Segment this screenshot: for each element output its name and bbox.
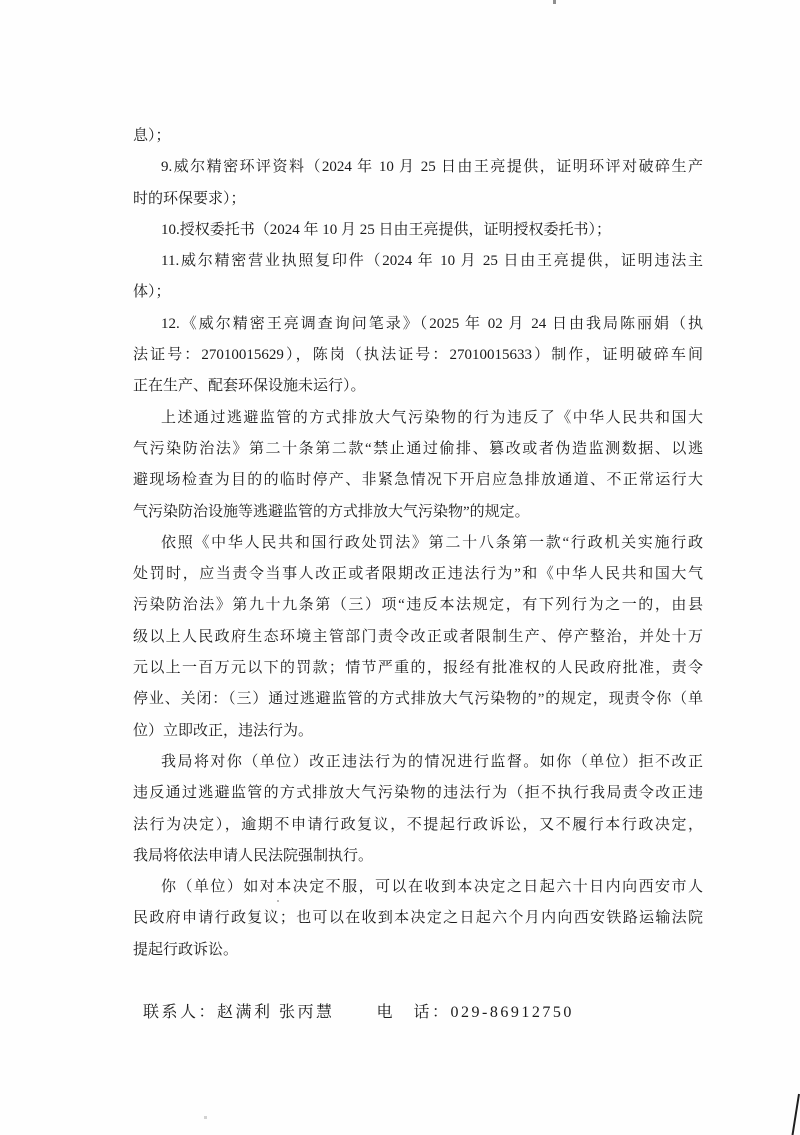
document-line: 民政府申请行政复议；也可以在收到本决定之日起六个月内向西安铁路运输法院: [133, 910, 703, 927]
document-line: 依照《中华人民共和国行政处罚法》第二十八条第一款“行政机关实施行政: [161, 534, 703, 551]
document-line: 11.威尔精密营业执照复印件（2024 年 10 月 25 日由王亮提供，证明违法主: [161, 253, 703, 270]
document-line: 时的环保要求）；: [133, 190, 246, 207]
contact-persons: 联系人：赵满利 张丙慧: [143, 1004, 335, 1021]
contact-phone: 电 话：029-86912750: [376, 1004, 574, 1021]
document-line: 污染防治法》第九十九条第（三）项“违反本法规定，有下列行为之一的，由县: [133, 597, 703, 614]
document-line: 气污染防治设施等逃避监管的方式排放大气污染物”的规定。: [133, 503, 530, 520]
document-line: 正在生产、配套环保设施未运行）。: [133, 378, 366, 395]
document-line: 法证号：27010015629），陈岗（执法证号：27010015633）制作，证明破碎车间: [133, 347, 703, 364]
document-line: 元以上一百万元以下的罚款；情节严重的，报经有批准权的人民政府批准，责令: [133, 660, 703, 677]
document-line: 提起行政诉讼。: [133, 941, 239, 958]
scan-speck-middle: [277, 900, 279, 902]
document-line: 你（单位）如对本决定不服，可以在收到本决定之日起六十日内向西安市人: [161, 879, 703, 896]
contact-info-line: [143, 997, 703, 1028]
document-line: 10.授权委托书（2024 年 10 月 25 日由王亮提供，证明授权委托书）；: [161, 221, 612, 238]
document-line: 处罚时，应当责令当事人改正或者限期改正违法行为”和《中华人民共和国大气: [133, 566, 703, 583]
document-line: 级以上人民政府生态环境主管部门责令改正或者限制生产、停产整治，并处十万: [133, 628, 703, 645]
scan-speck-top: [553, 0, 556, 4]
document-line: 法行为决定），逾期不申请行政复议，不提起行政诉讼，又不履行本行政决定，: [133, 816, 703, 833]
document-line: 避现场检查为目的的临时停产、非紧急情况下开启应急排放通道、不正常运行大: [133, 472, 703, 489]
document-line: 气污染防治法》第二十条第二款“禁止通过偷排、篡改或者伪造监测数据、以逃: [133, 440, 703, 457]
document-line: 息）；: [133, 128, 171, 144]
document-line: 位）立即改正，违法行为。: [133, 722, 314, 739]
document-line: 9.威尔精密环评资料（2024 年 10 月 25 日由王亮提供，证明环评对破碎生产: [161, 159, 703, 176]
scan-speck-bottom: [204, 1116, 207, 1119]
document-line: 违反通过逃避监管的方式排放大气污染物的违法行为（拒不执行我局责令改正违: [133, 785, 703, 802]
document-line: 上述通过逃避监管的方式排放大气污染物的行为违反了《中华人民共和国大: [161, 409, 703, 426]
document-line: 体）；: [133, 284, 171, 301]
document-line: 12.《威尔精密王亮调查询问笔录》（2025 年 02 月 24 日由我局陈丽娟（执: [161, 315, 703, 332]
document-body-text: [133, 121, 703, 966]
document-line: 停业、关闭：（三）通过逃避监管的方式排放大气污染物的”的规定，现责令你（单: [133, 691, 703, 708]
document-line: 我局将依法申请人民法院强制执行。: [133, 847, 374, 864]
document-line: 我局将对你（单位）改正违法行为的情况进行监督。如你（单位）拒不改正: [161, 753, 703, 770]
